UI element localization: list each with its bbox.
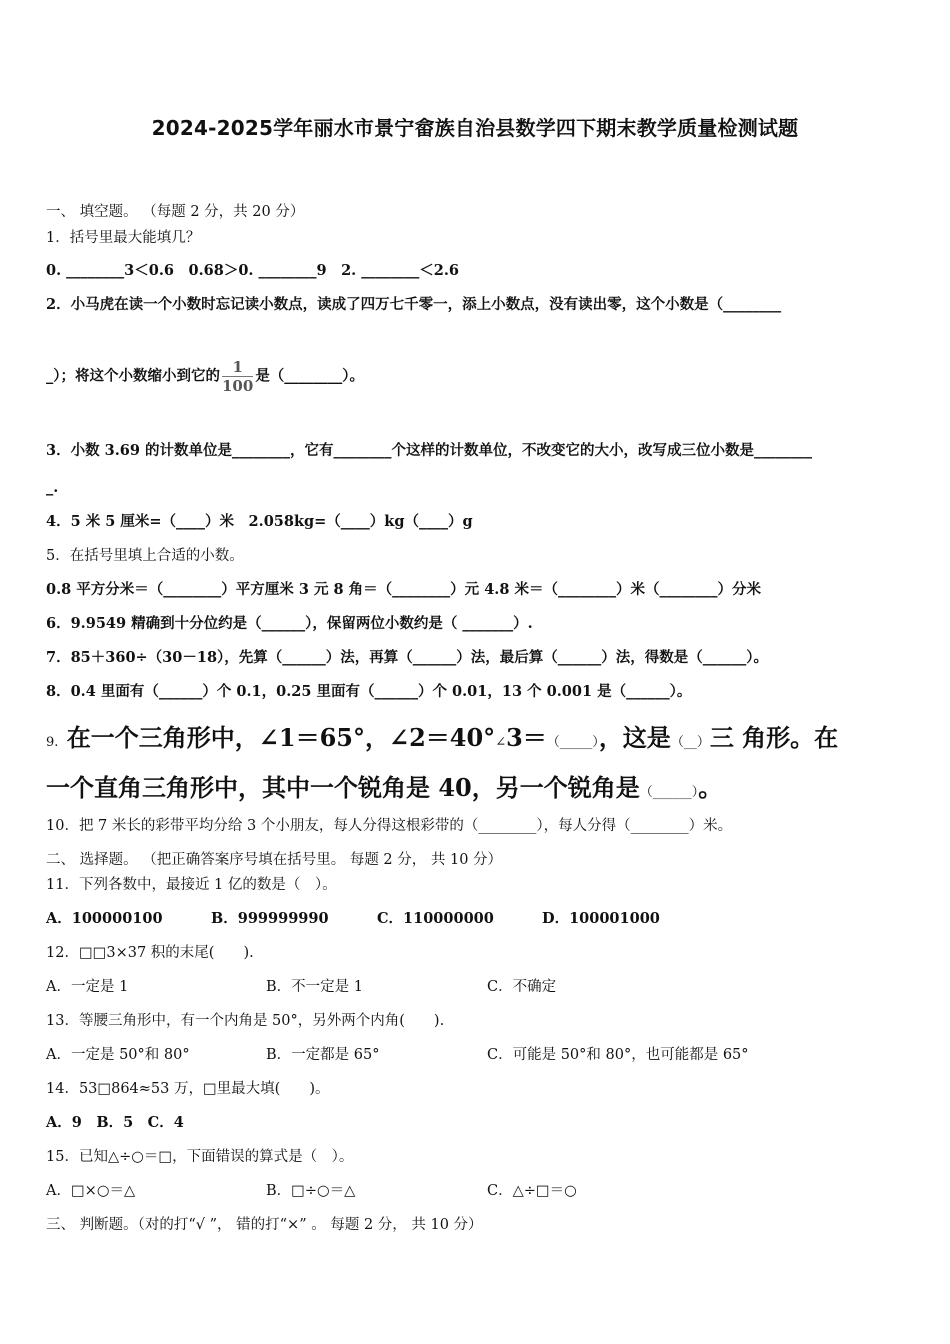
question-9-blank-2: （__） (670, 735, 710, 750)
question-9-angle-symbol: ∠ (495, 735, 507, 750)
option-a: A．一定是 50°和 80° (46, 1047, 190, 1063)
option-b: B．不一定是 1 (266, 979, 363, 995)
question-9-text-b: 3＝ (506, 723, 547, 752)
question-9-blank-1: （_____） (546, 735, 599, 750)
question-15-options (46, 1181, 577, 1201)
fraction-numerator: 1 (222, 358, 253, 377)
question-11-options (46, 909, 660, 929)
question-9-blank-3: （______） (639, 785, 699, 800)
question-7: 7．85＋360÷（30－18），先算（______）法，再算（______）法，最后算（______）法，得数是（______）。 (46, 649, 769, 666)
question-14-options: A．9 B．5 C．4 (46, 1114, 184, 1131)
section-1-heading: 一、 填空题。 （每题 2 分，共 20 分） (46, 204, 305, 220)
question-13-options (46, 1045, 749, 1065)
fraction-one-hundredth (222, 358, 253, 395)
question-8: 8．0.4 里面有（______）个 0.1，0.25 里面有（______）个 0.01，13 个 0.001 是（______）。 (46, 683, 692, 700)
question-1: 1．括号里最大能填几？ (46, 230, 201, 246)
question-2-line-1: 2．小马虎在读一个小数时忘记读小数点，读成了四万七千零一，添上小数点，没有读出零，这个小数是（________ (46, 296, 782, 313)
question-1-blanks: 0. ________3＜0.6 0.68＞0. ________9 2. ________＜2.6 (46, 262, 460, 279)
question-9-text-f: 。 (698, 773, 723, 802)
option-b: B．一定都是 65° (266, 1047, 380, 1063)
question-9-text-d: 三 角形。在 (709, 723, 839, 752)
question-5: 5．在括号里填上合适的小数。 (46, 548, 244, 564)
option-d: D．100001000 (542, 910, 660, 927)
question-14: 14．53□864≈53 万，□里最大填( )。 (46, 1081, 330, 1097)
question-11: 11．下列各数中，最接近 1 亿的数是（ ）。 (46, 877, 337, 893)
question-4: 4．5 米 5 厘米=（____）米 2.058kg=（____）kg（____）g (46, 513, 473, 530)
question-3-line-1: 3．小数 3.69 的计数单位是________，它有________个这样的计数单位，不改变它的大小，改写成三位小数是________ (46, 442, 812, 459)
question-9-text-a: 在一个三角形中，∠1＝65°，∠2＝40° (66, 723, 496, 752)
section-3-heading: 三、 判断题。（对的打“√ ”， 错的打“×” 。 每题 2 分， 共 10 分） (46, 1217, 483, 1233)
question-12: 12．□□3×37 积的末尾( ). (46, 945, 254, 961)
question-10: 10．把 7 米长的彩带平均分给 3 个小朋友，每人分得这根彩带的（________），每人分得（________）米。 (46, 818, 733, 834)
question-9-text-e: 一个直角三角形中，其中一个锐角是 40，另一个锐角是 (46, 773, 640, 802)
option-a: A．□×○＝△ (46, 1183, 136, 1199)
question-13: 13．等腰三角形中，有一个内角是 50°，另外两个内角( ). (46, 1013, 445, 1029)
option-c: C．△÷□＝○ (487, 1183, 577, 1199)
question-9-line-2 (46, 773, 722, 808)
option-c: C．110000000 (377, 910, 494, 927)
option-a: A．一定是 1 (46, 979, 129, 995)
option-b: B．999999990 (211, 910, 329, 927)
question-3-line-2: _. (46, 479, 59, 496)
option-c: C．可能是 50°和 80°，也可能都是 65° (487, 1047, 749, 1063)
question-2-pre: _）；将这个小数缩小到它的 (46, 367, 220, 385)
question-2-line-2 (46, 358, 364, 395)
question-12-options (46, 977, 556, 997)
option-c: C．不确定 (487, 979, 557, 995)
section-2-heading: 二、 选择题。 （把正确答案序号填在括号里。 每题 2 分， 共 10 分） (46, 852, 503, 868)
question-9-line-1 (46, 723, 838, 758)
question-6: 6．9.9549 精确到十分位约是（______），保留两位小数约是（ _______）. (46, 615, 533, 632)
question-9-text-c: ，这是 (598, 723, 671, 752)
question-15: 15．已知△÷○＝□，下面错误的算式是（ ）。 (46, 1149, 354, 1165)
page-title: 2024-2025学年丽水市景宁畲族自治县数学四下期末教学质量检测试题 (151, 116, 799, 140)
fraction-denominator: 100 (222, 377, 254, 395)
option-b: B．□÷○＝△ (266, 1183, 356, 1199)
question-2-post: 是（________）。 (255, 367, 365, 385)
question-5-blanks: 0.8 平方分米＝（________）平方厘米 3 元 8 角＝（________）元 4.8 米＝（________）米（________）分米 (46, 581, 761, 598)
question-9-number: 9. (46, 735, 59, 750)
option-a: A．100000100 (46, 910, 163, 927)
